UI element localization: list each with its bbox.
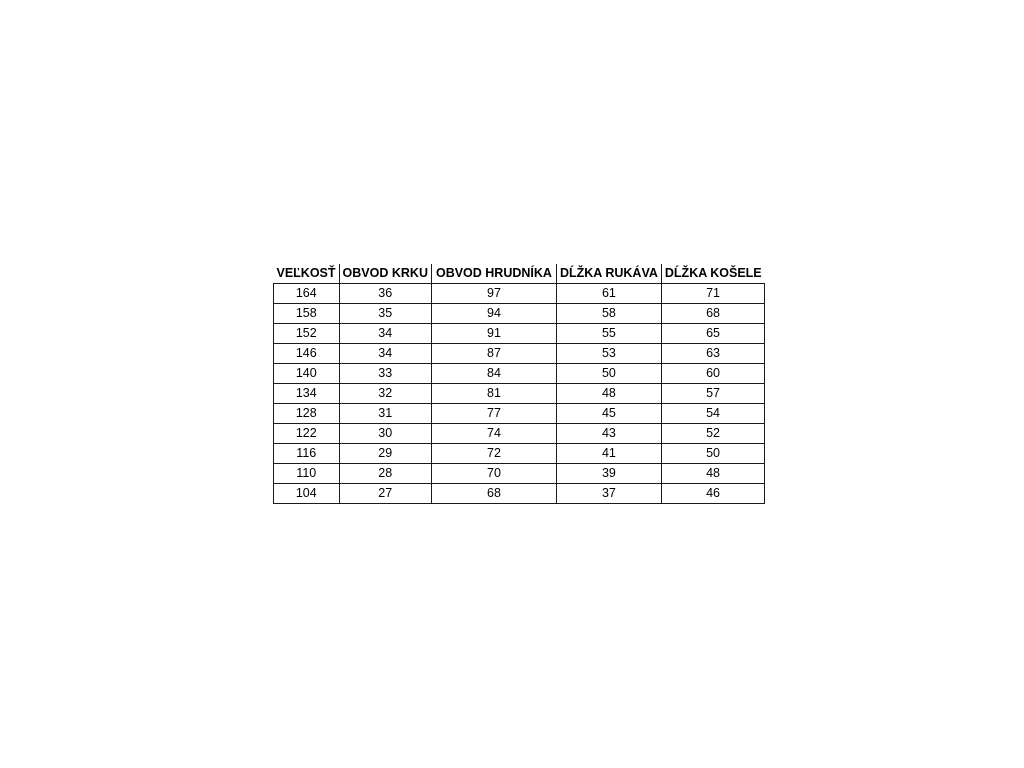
table-row xyxy=(274,484,765,504)
table-row xyxy=(274,344,765,364)
cell-chest: 70 xyxy=(431,464,556,484)
table-row xyxy=(274,424,765,444)
table-row xyxy=(274,464,765,484)
cell-shirt: 50 xyxy=(661,444,764,464)
cell-shirt: 46 xyxy=(661,484,764,504)
cell-neck: 29 xyxy=(339,444,431,464)
table-row xyxy=(274,444,765,464)
header-neck-circumference: OBVOD KRKU xyxy=(339,264,431,284)
cell-neck: 35 xyxy=(339,304,431,324)
cell-shirt: 52 xyxy=(661,424,764,444)
cell-size: 164 xyxy=(274,284,340,304)
cell-size: 122 xyxy=(274,424,340,444)
cell-neck: 28 xyxy=(339,464,431,484)
cell-sleeve: 37 xyxy=(556,484,661,504)
cell-sleeve: 48 xyxy=(556,384,661,404)
cell-shirt: 48 xyxy=(661,464,764,484)
cell-sleeve: 58 xyxy=(556,304,661,324)
cell-size: 128 xyxy=(274,404,340,424)
header-sleeve-length: DĹŽKA RUKÁVA xyxy=(556,264,661,284)
cell-chest: 77 xyxy=(431,404,556,424)
cell-size: 158 xyxy=(274,304,340,324)
cell-sleeve: 53 xyxy=(556,344,661,364)
cell-size: 104 xyxy=(274,484,340,504)
cell-chest: 97 xyxy=(431,284,556,304)
cell-sleeve: 55 xyxy=(556,324,661,344)
table-row xyxy=(274,284,765,304)
header-size: VEĽKOSŤ xyxy=(274,264,340,284)
cell-size: 116 xyxy=(274,444,340,464)
cell-neck: 36 xyxy=(339,284,431,304)
cell-neck: 32 xyxy=(339,384,431,404)
cell-neck: 30 xyxy=(339,424,431,444)
cell-size: 152 xyxy=(274,324,340,344)
header-shirt-length: DĹŽKA KOŠELE xyxy=(661,264,764,284)
table-row xyxy=(274,364,765,384)
cell-neck: 31 xyxy=(339,404,431,424)
cell-sleeve: 45 xyxy=(556,404,661,424)
cell-size: 110 xyxy=(274,464,340,484)
cell-shirt: 54 xyxy=(661,404,764,424)
cell-chest: 74 xyxy=(431,424,556,444)
table-header-row xyxy=(274,264,765,284)
cell-chest: 81 xyxy=(431,384,556,404)
cell-sleeve: 43 xyxy=(556,424,661,444)
cell-neck: 34 xyxy=(339,324,431,344)
cell-shirt: 57 xyxy=(661,384,764,404)
cell-sleeve: 39 xyxy=(556,464,661,484)
cell-chest: 72 xyxy=(431,444,556,464)
cell-shirt: 68 xyxy=(661,304,764,324)
cell-size: 134 xyxy=(274,384,340,404)
table-row xyxy=(274,304,765,324)
table-row xyxy=(274,384,765,404)
cell-size: 140 xyxy=(274,364,340,384)
table-row xyxy=(274,404,765,424)
cell-chest: 68 xyxy=(431,484,556,504)
cell-chest: 91 xyxy=(431,324,556,344)
cell-sleeve: 50 xyxy=(556,364,661,384)
cell-chest: 94 xyxy=(431,304,556,324)
cell-shirt: 71 xyxy=(661,284,764,304)
cell-neck: 27 xyxy=(339,484,431,504)
cell-neck: 33 xyxy=(339,364,431,384)
cell-shirt: 65 xyxy=(661,324,764,344)
cell-size: 146 xyxy=(274,344,340,364)
cell-shirt: 63 xyxy=(661,344,764,364)
header-chest-circumference: OBVOD HRUDNÍKA xyxy=(431,264,556,284)
cell-chest: 84 xyxy=(431,364,556,384)
cell-neck: 34 xyxy=(339,344,431,364)
size-chart-table xyxy=(273,264,765,504)
cell-shirt: 60 xyxy=(661,364,764,384)
cell-chest: 87 xyxy=(431,344,556,364)
table-row xyxy=(274,324,765,344)
cell-sleeve: 61 xyxy=(556,284,661,304)
cell-sleeve: 41 xyxy=(556,444,661,464)
